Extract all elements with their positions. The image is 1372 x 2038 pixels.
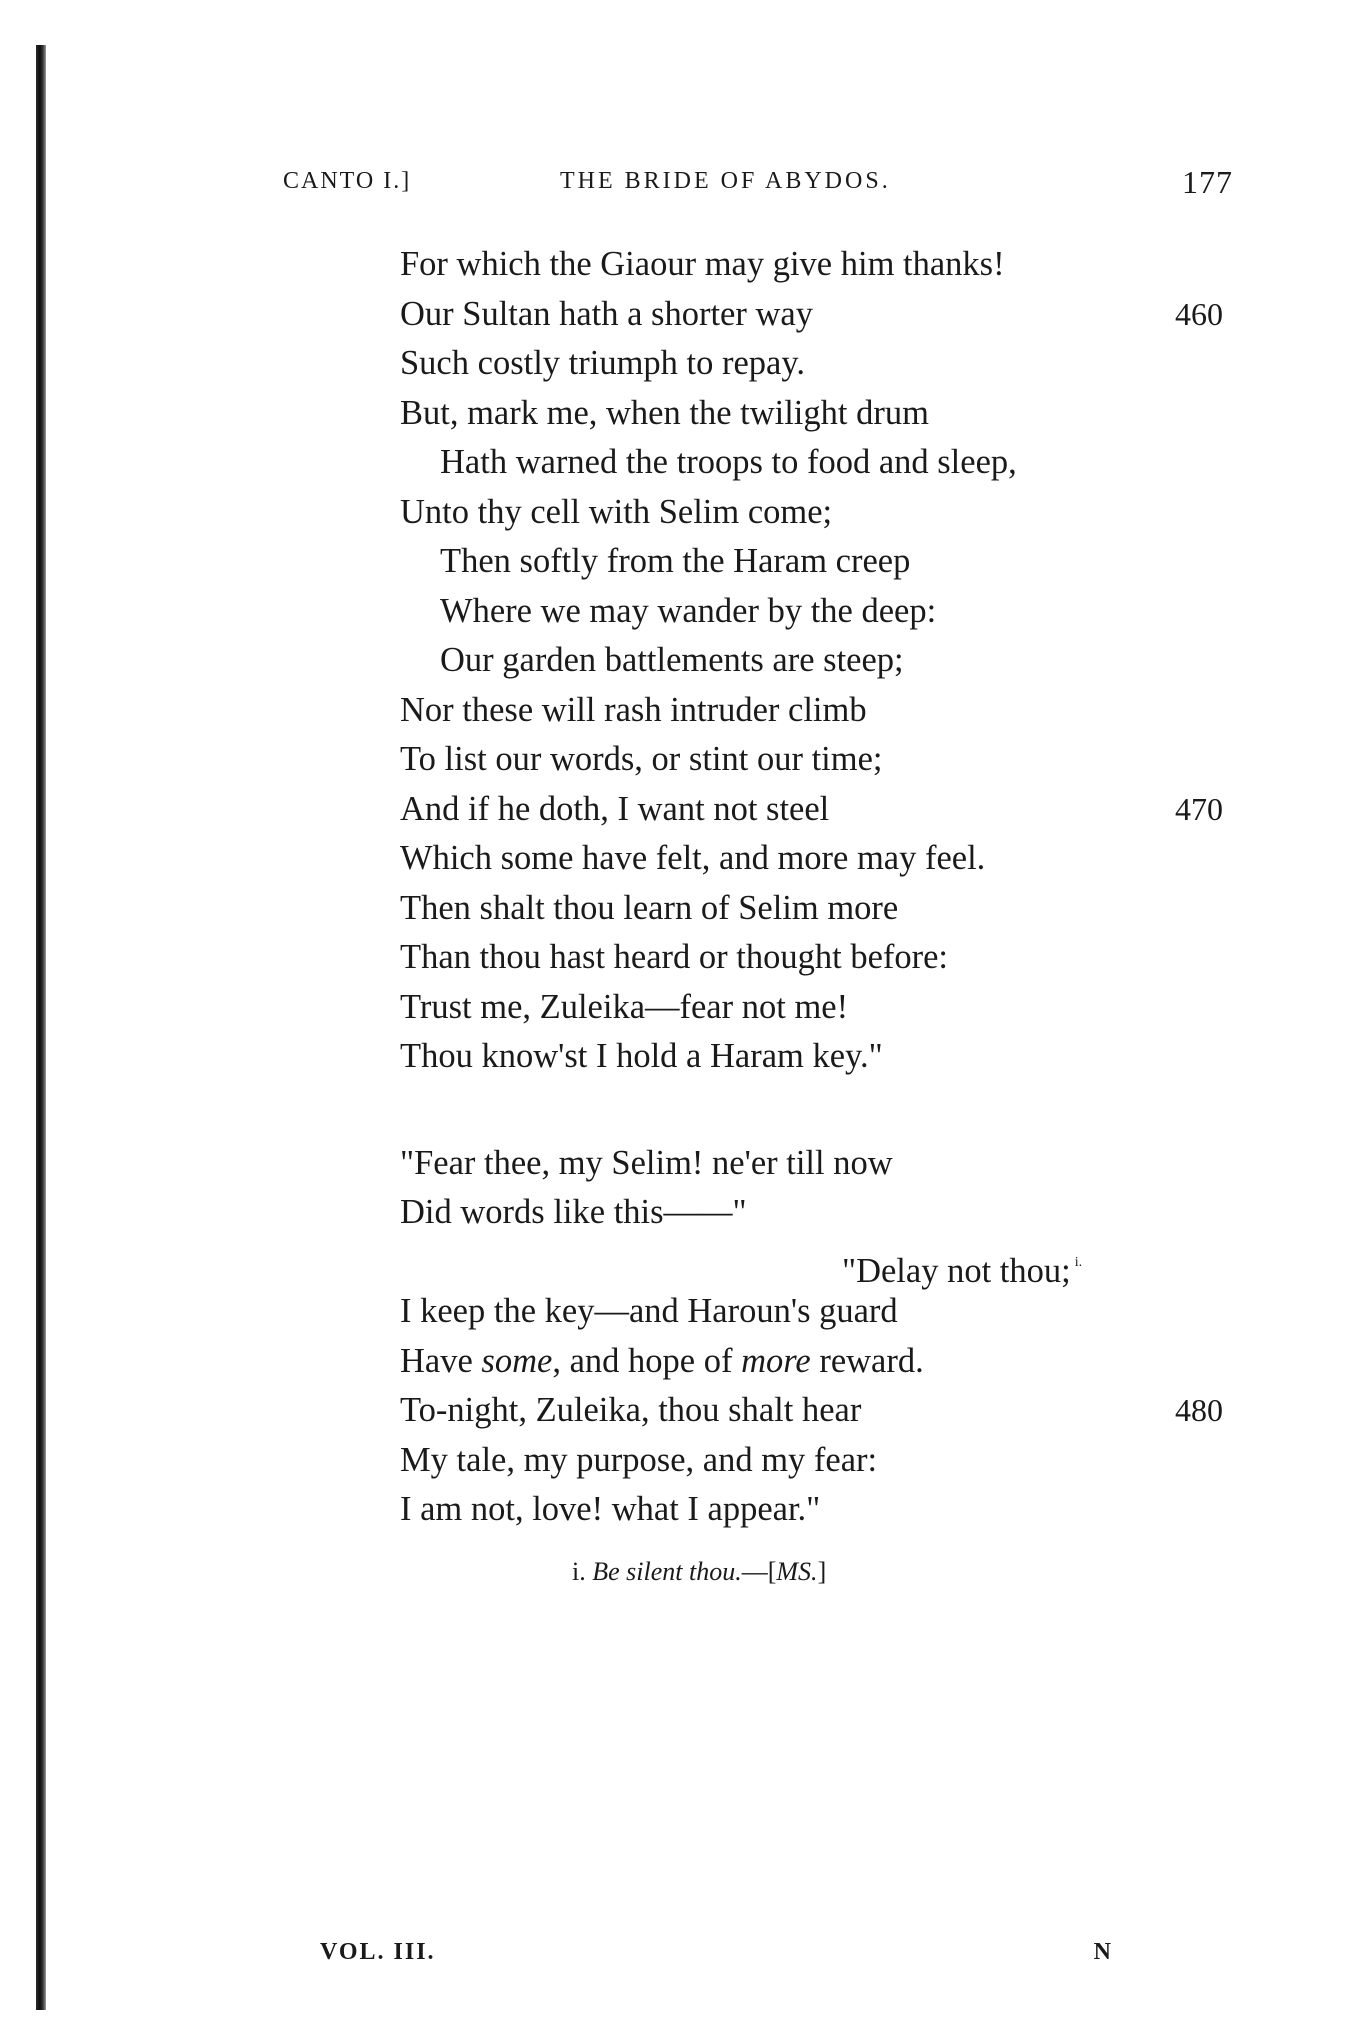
footnote-quote: Be silent thou. <box>592 1557 742 1586</box>
verse-line: "Delay not thou; $^{i.}$ <box>842 1251 1083 1290</box>
verse-line: I keep the key—and Haroun's guard <box>400 1292 898 1330</box>
verse-line: For which the Giaour may give him thanks! <box>400 245 1005 283</box>
verse-line: Did words like this——" <box>400 1193 747 1231</box>
footnote: i. Be silent thou.—[MS.] <box>572 1557 827 1586</box>
verse-line: My tale, my purpose, and my fear: <box>400 1440 878 1479</box>
footnote-source: MS. <box>776 1557 818 1586</box>
emphasis: some <box>481 1341 553 1380</box>
verse-line: Our Sultan hath a shorter way 460 <box>400 290 1250 340</box>
verse-line: Where we may wander by the deep: <box>440 591 937 630</box>
verse-line: To-night, Zuleika, thou shalt hear 480 <box>400 1386 1250 1436</box>
running-header <box>283 164 1233 208</box>
verse-line: Thou know'st I hold a Haram key." <box>400 1037 883 1075</box>
poem-body <box>400 240 1250 1535</box>
verse-line: Trust me, Zuleika—fear not me! <box>400 987 849 1026</box>
verse-line: Have some, and hope of more reward. <box>400 1341 924 1380</box>
verse-line: Our garden battlements are steep; <box>440 641 904 679</box>
signature-mark: N <box>1093 1939 1113 1965</box>
verse-line: But, mark me, when the twilight drum <box>400 393 929 432</box>
footnote-ref: i. <box>1074 1254 1083 1270</box>
page-binding-edge <box>36 45 46 2010</box>
verse-line: Then softly from the Haram creep <box>440 542 911 580</box>
volume-label: VOL. III. <box>320 1939 436 1965</box>
page-number: 177 <box>1182 164 1233 200</box>
verse-line: And if he doth, I want not steel 470 <box>400 785 1250 835</box>
verse-line: Which some have felt, and more may feel. <box>400 839 986 877</box>
emphasis: more <box>741 1341 811 1380</box>
book-title: THE BRIDE OF ABYDOS. <box>560 168 891 194</box>
verse-line: Then shalt thou learn of Selim more <box>400 888 899 927</box>
line-number: 480 <box>1175 1392 1223 1428</box>
footnote-marker: i. <box>572 1557 586 1586</box>
verse-line: Unto thy cell with Selim come; <box>400 492 833 531</box>
verse-line: Nor these will rash intruder climb <box>400 690 867 729</box>
verse-line: Than thou hast heard or thought before: <box>400 938 949 976</box>
verse-line: To list our words, or stint our time; <box>400 740 883 778</box>
canto-label: CANTO I.] <box>283 168 412 194</box>
verse-line: "Fear thee, my Selim! ne'er till now <box>400 1143 893 1182</box>
line-number: 460 <box>1175 295 1223 332</box>
verse-line: I am not, love! what I appear." <box>400 1490 821 1528</box>
verse-line: Such costly triumph to repay. <box>400 344 805 382</box>
line-number: 470 <box>1175 790 1223 827</box>
verse-line: Hath warned the troops to food and sleep, <box>440 443 1017 481</box>
